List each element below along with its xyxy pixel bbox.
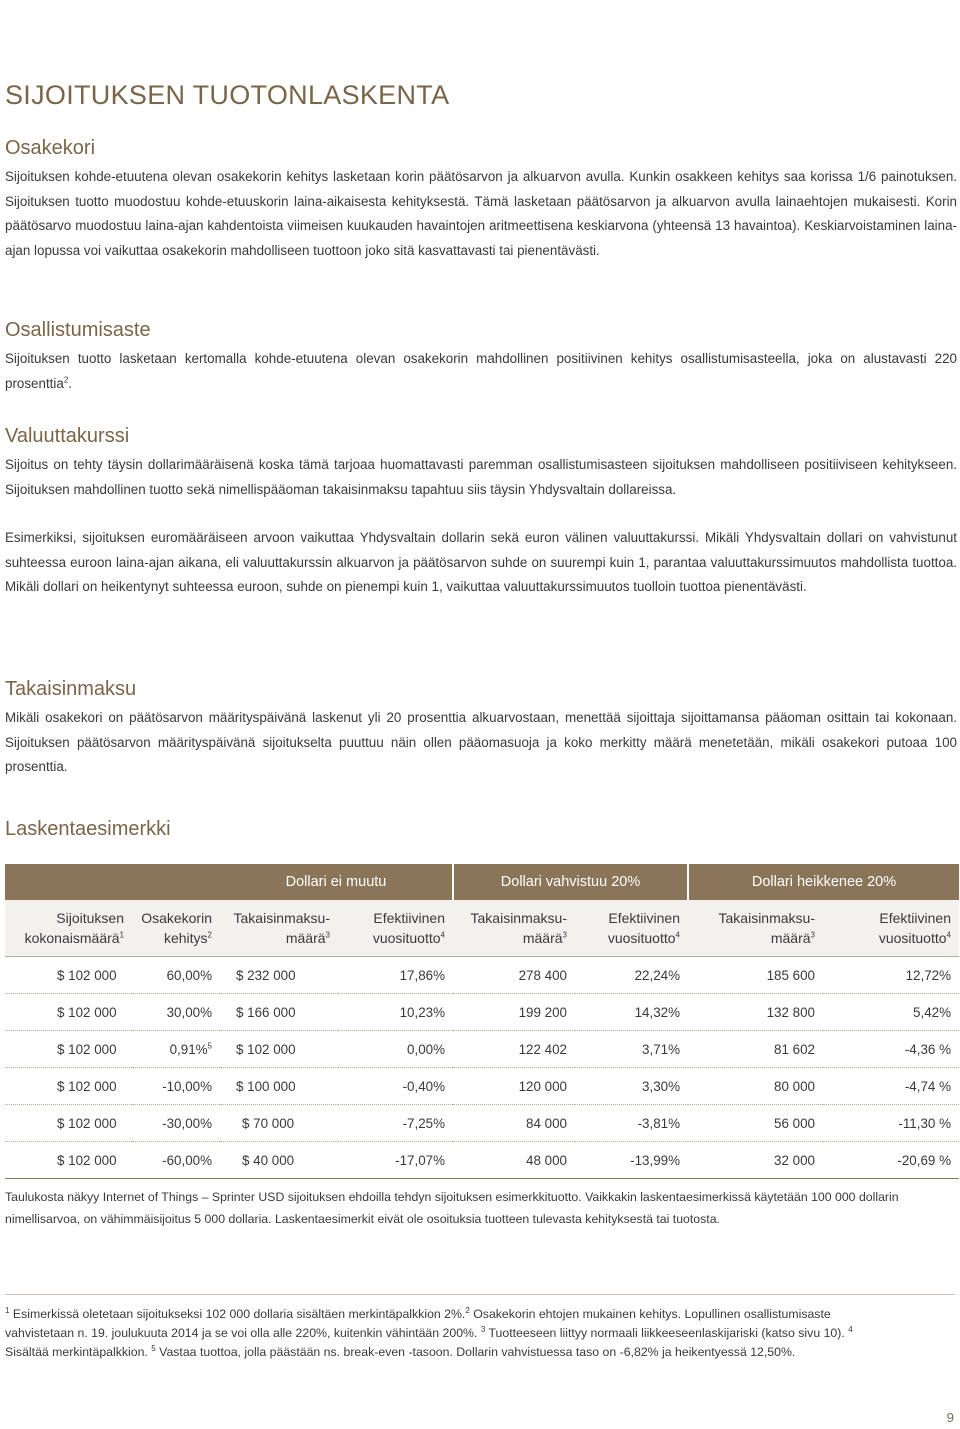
cell-repayment: 56 000 [688, 1105, 823, 1142]
footnote-number: 5 [151, 1343, 156, 1353]
cell-repayment: 132 800 [688, 994, 823, 1031]
cell-yield: -13,99% [575, 1142, 688, 1179]
column-header-line2: vuosituotto [607, 930, 676, 946]
footnote-ref: 2 [207, 930, 212, 940]
cell-value: -30,00% [162, 1115, 212, 1131]
cell-yield: 14,32% [575, 994, 688, 1031]
cell-value: 60,00% [166, 967, 212, 983]
column-header-line2: kokonaismäärä [24, 930, 120, 946]
column-header-line2: määrä [770, 930, 811, 946]
table-row [5, 1031, 959, 1068]
section-text-body: Sijoituksen tuotto lasketaan kertomalla kohde-etuutena olevan osakekorin mahdollinen positiivinen kehitys osallistumisasteella, joka on alustavasti 220 prosenttia [5, 351, 957, 391]
footnote-ref: 1 [119, 930, 124, 940]
footnote-ref: 5 [207, 1041, 212, 1051]
cell-basket-development [132, 1105, 220, 1142]
cell-repayment: 120 000 [453, 1068, 575, 1105]
column-header [220, 900, 338, 957]
table-row [5, 957, 959, 994]
page-number: 9 [946, 1410, 954, 1425]
section-text-end: . [68, 375, 72, 391]
column-header-line1: Takaisinmaksu- [718, 910, 815, 926]
footnote-text: Tuotteeseen liittyy normaali liikkeeseenlaskijariski (katso sivu 10). [485, 1326, 849, 1340]
cell-yield: 17,86% [338, 957, 453, 994]
section-osakekori [5, 135, 957, 263]
calculation-table [5, 864, 959, 1179]
section-osallistumisaste [5, 317, 957, 396]
cell-yield: 10,23% [338, 994, 453, 1031]
footnote-ref: 4 [675, 930, 680, 940]
cell-repayment: $ 102 000 [220, 1031, 338, 1068]
column-header [338, 900, 453, 957]
footnote-ref: 4 [440, 930, 445, 940]
column-header [132, 900, 220, 957]
footnote-text: Vastaa tuottoa, jolla päästään ns. break-even -tasoon. Dollarin vahvistuessa taso on -6,82% ja heikentyessä 12,50%. [155, 1345, 796, 1359]
footnote-text: Osakekorin ehtojen mukainen kehitys. Lopullinen osallistumisaste vahvistetaan n. 19. joulukuuta 2014 ja se voi olla alle 220%, kuitenkin vähintään 200%. [5, 1307, 831, 1340]
group-header-strengthens: Dollari vahvistuu 20% [453, 864, 688, 900]
footnote-text: Esimerkissä oletetaan sijoitukseksi 102 000 dollaria sisältäen merkintäpalkkion 2%. [9, 1307, 466, 1321]
cell-yield: 5,42% [823, 994, 959, 1031]
cell-repayment: 81 602 [688, 1031, 823, 1068]
column-header-line2: vuosituotto [878, 930, 947, 946]
footnote-number: 4 [848, 1324, 853, 1334]
footnote-ref: 3 [810, 930, 815, 940]
section-text: Sijoituksen kohde-etuutena olevan osakekorin kehitys lasketaan korin päätösarvon ja alkuarvon avulla. Kunkin osakkeen kehitys saa korissa 1/6 painotuksen. Sijoituksen tuotto muodostuu kohde-etuuskorin laina-aikaisesta kehityksestä. Tämä lasketaan päätösarvon ja alkuarvon avulla lainaehtojen mukaisesti. Korin päätösarvo muodostuu laina-ajan kahdentoista viimeisen kuukauden havaintojen aritmeettisena keskiarvona (yhteensä 13 havaintoa). Keskiarvoistaminen laina-ajan lopussa voi vaikuttaa osakekorin mahdolliseen tuottoon joko sitä kasvattavasti tai pienentävästi. [5, 169, 957, 258]
column-header [453, 900, 575, 957]
cell-repayment: $ 40 000 [220, 1142, 338, 1179]
cell-repayment: 84 000 [453, 1105, 575, 1142]
footnote-divider [5, 1294, 955, 1295]
section-heading: Osallistumisaste [5, 319, 151, 341]
table-column-header [5, 900, 959, 957]
column-header-line2: määrä [522, 930, 563, 946]
section-heading: Osakekori [5, 137, 96, 159]
section-text-2: Esimerkiksi, sijoituksen euromääräiseen arvoon vaikuttaa Yhdysvaltain dollarin sekä euron välinen valuuttakurssi. Mikäli Yhdysvaltain dollari on vahvistunut suhteessa euroon laina-ajan aikana, eli valuuttakurssin alkuarvon ja päätösarvon suhde on suurempi kuin 1, parantaa valuuttakurssimuutos mahdollista tuottoa. Mikäli dollari on heikentynyt suhteessa euroon, suhde on pienempi kuin 1, vaikuttaa valuuttakurssimuutos tuolloin tuottoa pienentävästi. [5, 530, 957, 595]
cell-yield: -4,74 % [823, 1068, 959, 1105]
section-takaisinmaksu [5, 676, 957, 780]
footnote-text: Sisältää merkintäpalkkion. [5, 1345, 152, 1359]
column-header-line1: Takaisinmaksu- [470, 910, 567, 926]
cell-amount: $ 102 000 [5, 1105, 132, 1142]
column-header [575, 900, 688, 957]
footnote-ref: 3 [325, 930, 330, 940]
cell-repayment: 80 000 [688, 1068, 823, 1105]
group-header-unchanged: Dollari ei muutu [220, 864, 453, 900]
cell-repayment: $ 232 000 [220, 957, 338, 994]
cell-yield: -4,36 % [823, 1031, 959, 1068]
column-header-line1: Sijoituksen [56, 910, 124, 926]
cell-amount: $ 102 000 [5, 1031, 132, 1068]
group-header-weakens: Dollari heikkenee 20% [688, 864, 959, 900]
cell-repayment: $ 100 000 [220, 1068, 338, 1105]
footnote-ref: 3 [562, 930, 567, 940]
cell-yield: -3,81% [575, 1105, 688, 1142]
cell-yield: 22,24% [575, 957, 688, 994]
cell-yield: 0,00% [338, 1031, 453, 1068]
section-text: Sijoitus on tehty täysin dollarimääräisenä koska tämä tarjoaa huomattavasti paremman osallistumisasteen sijoituksen mahdolliseen positiiviseen kehitykseen. Sijoituksen mahdollinen tuotto sekä nimellispääoman takaisinmaksu tapahtuu siis täysin Yhdysvaltain dollareissa. [5, 457, 957, 497]
cell-yield: 12,72% [823, 957, 959, 994]
column-header [823, 900, 959, 957]
cell-value: -10,00% [162, 1078, 212, 1094]
cell-value: 0,91% [169, 1041, 208, 1057]
cell-repayment: 278 400 [453, 957, 575, 994]
cell-repayment: 199 200 [453, 994, 575, 1031]
cell-yield: 3,30% [575, 1068, 688, 1105]
table-group-header [5, 864, 959, 900]
footnote-ref: 2 [63, 375, 69, 385]
cell-amount: $ 102 000 [5, 1142, 132, 1179]
cell-yield: -0,40% [338, 1068, 453, 1105]
cell-repayment: 48 000 [453, 1142, 575, 1179]
column-header [5, 900, 132, 957]
footnotes [5, 1305, 895, 1362]
cell-basket-development [132, 994, 220, 1031]
cell-repayment: 122 402 [453, 1031, 575, 1068]
column-header-line2: määrä [285, 930, 326, 946]
footnote-number: 2 [465, 1305, 470, 1315]
footnote-ref: 4 [946, 930, 951, 940]
cell-yield: 3,71% [575, 1031, 688, 1068]
footnote-number: 3 [480, 1324, 486, 1334]
cell-yield: -20,69 % [823, 1142, 959, 1179]
cell-repayment: $ 70 000 [220, 1105, 338, 1142]
cell-amount: $ 102 000 [5, 957, 132, 994]
section-text: Mikäli osakekori on päätösarvon määrityspäivänä laskenut yli 20 prosenttia alkuarvostaan, menettää sijoittaja sijoittamansa pääoman osittain tai kokonaan. Sijoituksen päätösarvon määrityspäivänä sijoitukselta puuttuu näin ollen pääomasuoja ja koko merkitty määrä menetetään, mikäli osakekori putoaa 100 prosenttia. [5, 710, 957, 775]
column-header [688, 900, 823, 957]
column-header-line1: Takaisinmaksu- [233, 910, 330, 926]
column-header-line1: Efektiivinen [608, 910, 680, 926]
table-row [5, 1142, 959, 1179]
section-valuuttakurssi [5, 423, 957, 600]
column-header-line2: kehitys [163, 930, 208, 946]
cell-yield: -7,25% [338, 1105, 453, 1142]
cell-basket-development [132, 957, 220, 994]
cell-value: -60,00% [162, 1152, 212, 1168]
table-note: Taulukosta näkyy Internet of Things – Sprinter USD sijoituksen ehdoilla tehdyn sijoituksen esimerkkituotto. Vaikkakin laskentaesimerkissä käytetään 100 000 dollarin nimellisarvoa, on vähimmäisijoitus 5 000 dollaria. Laskentaesimerkit eivät ole osoituksia tuotteen tulevasta kehityksestä tai tuotosta. [5, 1190, 899, 1226]
cell-amount: $ 102 000 [5, 1068, 132, 1105]
section-heading: Takaisinmaksu [5, 678, 137, 700]
group-header-empty [5, 864, 132, 900]
group-header-empty [132, 864, 220, 900]
cell-yield: -11,30 % [823, 1105, 959, 1142]
cell-repayment: 32 000 [688, 1142, 823, 1179]
column-header-line2: vuosituotto [372, 930, 441, 946]
table-title: Laskentaesimerkki [5, 818, 171, 840]
footnote-number: 1 [5, 1305, 10, 1315]
page-title: SIJOITUKSEN TUOTONLASKENTA [5, 80, 450, 110]
cell-repayment: 185 600 [688, 957, 823, 994]
column-header-line1: Osakekorin [141, 910, 212, 926]
table-row [5, 994, 959, 1031]
cell-value: 30,00% [166, 1004, 212, 1020]
cell-basket-development [132, 1031, 220, 1068]
column-header-line1: Efektiivinen [879, 910, 951, 926]
column-header-line1: Efektiivinen [373, 910, 445, 926]
cell-repayment: $ 166 000 [220, 994, 338, 1031]
cell-yield: -17,07% [338, 1142, 453, 1179]
table-row [5, 1068, 959, 1105]
section-text [5, 347, 957, 396]
cell-basket-development [132, 1068, 220, 1105]
table-row [5, 1105, 959, 1142]
cell-amount: $ 102 000 [5, 994, 132, 1031]
cell-basket-development [132, 1142, 220, 1179]
section-heading: Valuuttakurssi [5, 425, 130, 447]
